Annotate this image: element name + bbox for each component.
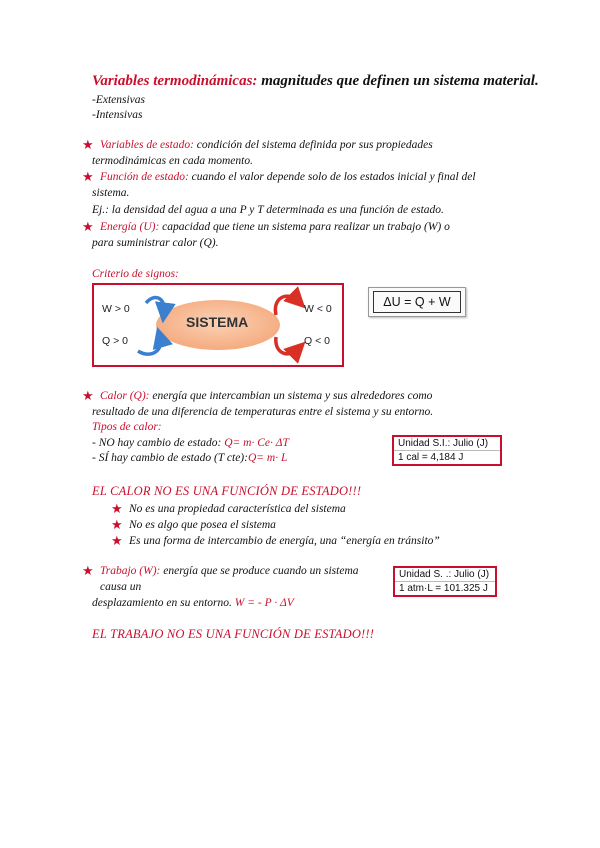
si-cambio-formula: Q= m· L: [247, 452, 288, 464]
funcion-text1: cuando el valor depende solo de los estados inicial y final del: [188, 171, 476, 183]
system-label: SISTEMA: [186, 314, 249, 330]
star-icon: ★: [82, 137, 94, 152]
arrow-out-top-icon: [275, 296, 298, 315]
estado-line2: termodinámicas en cada momento.: [92, 155, 253, 167]
star-icon: ★: [111, 517, 123, 532]
trabajo-unit-line1: Unidad S. .: Julio (J): [399, 569, 490, 580]
estado-text1: condición del sistema definida por sus propiedades: [193, 139, 433, 151]
star-icon: ★: [82, 388, 94, 403]
no-cambio-formula: Q= m· Ce· ΔT: [221, 437, 289, 449]
calor-line2: resultado de una diferencia de temperaturas entre el sistema y su entorno.: [92, 406, 434, 418]
type-intensivas: -Intensivas: [92, 109, 143, 121]
calor-bullet-1: No es una propiedad característica del sistema: [129, 503, 346, 515]
energia-line1: [100, 220, 450, 235]
title-black: magnitudes que definen un sistema material.: [257, 73, 539, 89]
arrow-in-bottom-icon: [138, 337, 161, 354]
w-in-label: W > 0: [102, 303, 130, 315]
q-out-label: Q < 0: [304, 335, 330, 347]
trabajo-formula: W = - P · ΔV: [231, 597, 294, 609]
trabajo-line3: [92, 596, 294, 611]
no-cambio-text: - NO hay cambio de estado:: [92, 437, 222, 449]
trabajo-unit-line2: 1 atm·L = 101.325 J: [395, 581, 495, 595]
funcion-example: Ej.: la densidad del agua a una P y T determinada es una función de estado.: [92, 204, 444, 216]
equation-box: [368, 287, 466, 317]
criterio-heading: Criterio de signos:: [92, 268, 179, 280]
star-icon: ★: [82, 169, 94, 184]
trabajo-line2: causa un: [100, 581, 142, 593]
equation-text: ΔU = Q + W: [373, 291, 461, 313]
star-icon: ★: [111, 533, 123, 548]
trabajo-term: Trabajo (W):: [100, 565, 161, 577]
arrow-in-top-icon: [146, 298, 164, 313]
arrow-out-bottom-icon: [276, 337, 298, 354]
calor-si-cambio: [92, 451, 287, 466]
funcion-line2: sistema.: [92, 187, 130, 199]
trabajo-line1: [100, 564, 359, 579]
estado-line1: [100, 138, 433, 153]
calor-unit-box: [392, 435, 502, 466]
funcion-line1: [100, 170, 476, 185]
title-red: Variables termodinámicas:: [92, 73, 258, 89]
calor-text1: energía que intercambian un sistema y sus alrededores como: [149, 390, 433, 402]
sign-diagram: [92, 283, 344, 367]
funcion-term: Función de estado:: [100, 171, 189, 183]
si-cambio-text: - SÍ hay cambio de estado (T cte):: [92, 452, 248, 464]
calor-term: Calor (Q):: [100, 390, 150, 402]
trabajo-text1: energía que se produce cuando un sistema: [160, 565, 359, 577]
star-icon: ★: [111, 501, 123, 516]
calor-bullet-3: Es una forma de intercambio de energía, una “energía en tránsito”: [129, 535, 440, 547]
calor-no-cambio: [92, 436, 289, 451]
type-extensivas: -Extensivas: [92, 94, 146, 106]
trabajo-unit-box: [393, 566, 497, 597]
calor-no-funcion: EL CALOR NO ES UNA FUNCIÓN DE ESTADO!!!: [92, 484, 362, 498]
q-in-label: Q > 0: [102, 335, 128, 347]
page-title: [92, 73, 539, 90]
trabajo-text3: desplazamiento en su entorno.: [92, 597, 232, 609]
calor-unit-line1: Unidad S.I.: Julio (J): [398, 438, 489, 449]
calor-unit-line2: 1 cal = 4,184 J: [394, 450, 500, 464]
star-icon: ★: [82, 219, 94, 234]
energia-text1: capacidad que tiene un sistema para realizar un trabajo (W) o: [159, 221, 450, 233]
calor-line1: [100, 389, 432, 404]
energia-term: Energía (U):: [100, 221, 160, 233]
w-out-label: W < 0: [304, 303, 332, 315]
estado-term: Variables de estado:: [100, 139, 194, 151]
calor-tipos: Tipos de calor:: [92, 421, 162, 433]
energia-line2: para suministrar calor (Q).: [92, 237, 219, 249]
trabajo-no-funcion: EL TRABAJO NO ES UNA FUNCIÓN DE ESTADO!!!: [92, 627, 375, 641]
star-icon: ★: [82, 563, 94, 578]
calor-bullet-2: No es algo que posea el sistema: [129, 519, 276, 531]
